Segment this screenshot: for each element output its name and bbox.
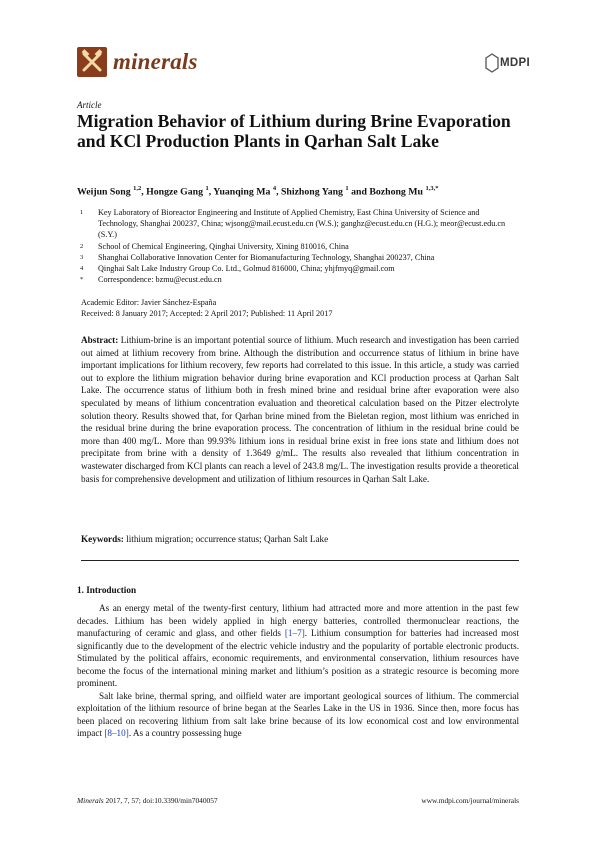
paragraph-text: . As a country possessing huge — [128, 728, 242, 738]
affiliation-text: Key Laboratory of Bioreactor Engineering and Institute of Applied Chemistry, East China University of Science and Technology, Shanghai 200237, China; wjsong@mail.ecust.edu.cn (W.S.); ganghz@ecust.edu.cn (H.G.); meor@ecust.edu.cn (S.Y.) — [98, 208, 506, 240]
abstract-text: Lithium-brine is an important potential source of lithium. Much research and investigation has been carried out aimed at lithium recovery from brine. Although the distribution and occurrence status of lithium in brine have important implications for lithium recovery, few reports had correlated to this issue. In this article, a study was carried out to explore the lithium migration behavior during brine evaporation and KCl production process at Qarhan Salt Lake. The occurrence status of lithium both in fresh mined brine and residual brine after evaporation were also speculated by means of lithium concentration evaluation and theoretical calculation based on the Pitzer electrolyte solution theory. Results showed that, for Qarhan brine mined from the Bieletan region, most lithium was enriched in the residual brine during the brine evaporation process. The concentration of lithium in the residual brine could be more than 400 mg/L. More than 99.93% lithium ions in residual brine exist in free ions state and lithium does not precipitate from brine with a density of 1.3649 g/mL. The results also revealed that lithium concentration in wastewater discharged from KCl plants can reach a level of 243.8 mg/L. The investigation results provide a theoretical basis for comprehensive development and utilization of lithium resources in Qarhan Salt Lake. — [81, 335, 519, 484]
citation-link[interactable]: [8–10] — [104, 728, 129, 738]
correspondence-item — [77, 274, 517, 285]
paragraph-text: Salt lake brine, thermal spring, and oilfield water are important geological sources of lithium. The commercial exploitation of the lithium resource of brine began at the Searles Lake in the US in 1936. Since then, more focus has been placed on recovering lithium from salt lake brine because of its low economical cost and low environmental impact — [77, 690, 519, 738]
affiliation-text: School of Chemical Engineering, Qinghai University, Xining 810016, China — [98, 241, 349, 251]
body-text — [77, 602, 519, 740]
affiliation-text: Qinghai Salt Lake Industry Group Co. Ltd., Golmud 816000, China; yhjfmyq@gmail.com — [98, 264, 395, 274]
author-separator: , — [208, 186, 214, 198]
abstract-label: Abstract: — [81, 335, 119, 345]
article-title: Migration Behavior of Lithium during Brine Evaporation and KCl Production Plants in Qarhan Salt Lake — [77, 111, 511, 151]
footer-journal: Minerals — [77, 796, 104, 805]
editorial-info — [81, 297, 332, 319]
author-affiliation-marker: 1 — [345, 185, 349, 192]
journal-logo[interactable] — [77, 47, 198, 77]
citation-link[interactable]: [1–7] — [284, 628, 305, 638]
affiliation-item — [77, 241, 517, 252]
affiliation-number: 4 — [80, 265, 84, 273]
keywords — [81, 534, 328, 544]
correspondence-text: Correspondence: bzmu@ecust.edu.cn — [98, 275, 222, 285]
article-type: Article — [77, 100, 102, 110]
paragraph — [77, 690, 519, 740]
section-heading: 1. Introduction — [77, 585, 137, 595]
author[interactable]: Weijun Song — [77, 186, 131, 198]
footer-doi[interactable]: 2017, 7, 57; doi:10.3390/min7040057 — [103, 796, 218, 805]
keywords-label: Keywords: — [81, 534, 124, 544]
abstract — [81, 334, 519, 485]
author-affiliation-marker: 4 — [272, 185, 277, 192]
section-divider — [81, 560, 519, 561]
author-affiliation-marker: 1 — [205, 185, 209, 192]
author[interactable]: Bozhong Mu — [369, 186, 423, 198]
author-separator: , — [141, 186, 147, 198]
author[interactable]: Shizhong Yang — [280, 186, 343, 198]
author-list — [77, 185, 438, 197]
journal-name: minerals — [113, 49, 198, 74]
affiliation-number: 2 — [80, 242, 84, 250]
author-separator: , — [276, 186, 281, 198]
author-affiliation-marker: 1,2 — [133, 185, 142, 192]
affiliation-number: 3 — [80, 253, 84, 261]
affiliation-number: 1 — [80, 209, 84, 216]
paragraph-text: . Lithium consumption for batteries had increased most significantly due to the development of the electric vehicle industry and the popularity of portable electronic products. Stimulated by the political affairs, economic requirements, and environmental conservation, lithium resources have become the focus of the international mining market and lithium’s position as a strategic resource is becoming more prominent. — [77, 628, 519, 688]
publication-dates: Received: 8 January 2017; Accepted: 2 April 2017; Published: 11 April 2017 — [81, 309, 333, 319]
academic-editor: Academic Editor: Javier Sánchez-España — [81, 298, 217, 307]
correspondence-marker: * — [80, 276, 84, 284]
affiliation-text: Shanghai Collaborative Innovation Center for Biomanufacturing Technology, Shanghai 200237, China — [98, 252, 435, 262]
affiliation-item — [77, 263, 517, 274]
publisher-name: MDPI — [500, 57, 530, 69]
minerals-logo-icon — [77, 47, 107, 77]
author-affiliation-marker: 1,3,* — [425, 185, 439, 192]
author[interactable]: Yuanqing Ma — [213, 186, 271, 198]
footer-url[interactable]: www.mdpi.com/journal/minerals — [421, 796, 519, 805]
affiliation-item — [77, 252, 517, 263]
paragraph — [77, 602, 519, 690]
affiliations — [77, 207, 517, 285]
author-separator: and — [348, 186, 370, 198]
publisher-logo[interactable] — [484, 52, 530, 74]
author[interactable]: Hongze Gang — [146, 186, 204, 198]
affiliation-item — [77, 207, 517, 241]
paragraph-text: As an energy metal of the twenty-first century, lithium had attracted more and more attention in the past few decades. Lithium has been widely applied in high energy batteries, controlled thermonuclear reactions, the manufacturing of ceramic and glass, and other fields — [77, 603, 519, 638]
keywords-text: lithium migration; occurrence status; Qarhan Salt Lake — [126, 534, 329, 544]
footer-citation — [77, 796, 218, 805]
